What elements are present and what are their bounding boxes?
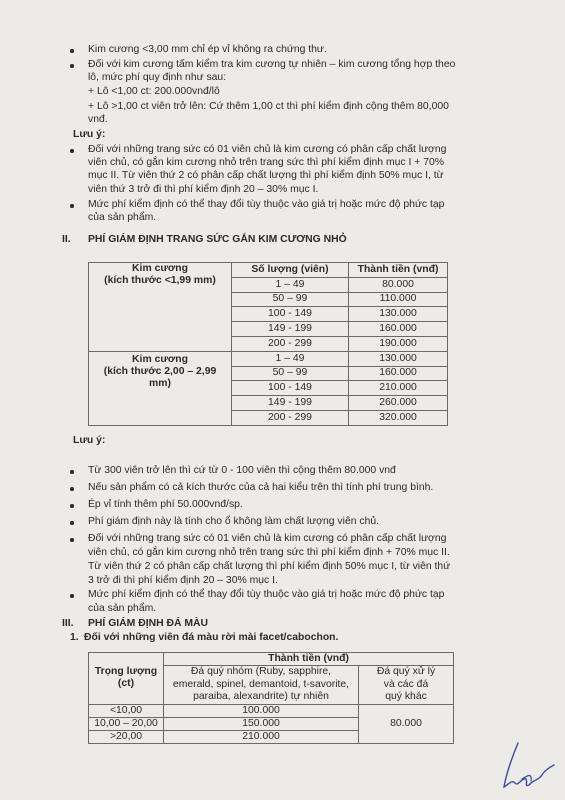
column-header [359, 666, 454, 705]
table-cell: 50 – 99 [232, 292, 349, 307]
bullet [70, 538, 74, 542]
table-cell: 210.000 [164, 730, 359, 743]
table-cell: 130.000 [349, 351, 448, 366]
group-label-line: (kích thước 2,00 – 2,99 [103, 365, 217, 377]
group-header: Thành tiền (vnđ) [164, 653, 454, 666]
signature-stroke [504, 743, 554, 787]
table-cell: 1 – 49 [232, 351, 349, 366]
header-line: và các đá [383, 678, 429, 690]
table-cell: 260.000 [349, 396, 448, 411]
table-cell: 110.000 [349, 292, 448, 307]
text-line: Đối với những trang sức có 01 viên chủ là kim cương có phân cấp chất lượng [88, 533, 447, 544]
text-line: viên chủ, có gắn kim cương nhỏ trên trang sức thì phí kiểm định + 70% mục II. [88, 547, 450, 558]
note-label: Lưu ý: [73, 129, 106, 140]
table-cell: 149 - 199 [232, 396, 349, 411]
table-cell: 200 - 299 [232, 336, 349, 351]
column-header: Thành tiền (vnđ) [349, 263, 448, 278]
bullet [70, 149, 74, 153]
table-cell: >20,00 [89, 730, 164, 743]
text-line: Từ viên thứ 2 có phân cấp chất lượng thì phí kiểm định 50% mục I, từ viên thứ [88, 561, 451, 572]
group-label-line: mm) [149, 377, 171, 389]
size-group-cell [89, 351, 232, 425]
note-label: Lưu ý: [73, 435, 106, 446]
bullet [70, 49, 74, 53]
column-header: Số lượng (viên) [232, 263, 349, 278]
text-line: viên chủ, có gắn kim cương nhỏ trên trang sức thì phí kiểm định mục I + 70% [88, 157, 445, 168]
table-cell: <10,00 [89, 704, 164, 717]
text-line: Phí giám định này là tính cho ổ không làm chất lượng viên chủ. [88, 516, 380, 527]
section-number: II. [62, 234, 71, 245]
group-label-line: Kim cương [132, 353, 188, 365]
section-number: III. [62, 618, 74, 629]
header-line: Trọng lượng [94, 666, 158, 678]
table-cell: 100 - 149 [232, 381, 349, 396]
table-cell: 80.000 [349, 277, 448, 292]
text-line: Đối với những trang sức có 01 viên chủ là kim cương có phân cấp chất lượng [88, 144, 447, 155]
text-line: mục II. Từ viên thứ 2 có phân cấp chất lượng thì phí kiểm định 50% mục I, từ [88, 170, 444, 181]
subsection-title: Đối với những viên đá màu rời mài facet/cabochon. [84, 632, 339, 643]
bullet [70, 64, 74, 68]
text-line: Ép vỉ tính thêm phí 50.000vnđ/sp. [88, 499, 243, 510]
text-line: Kim cương <3,00 mm chỉ ép vỉ không ra chứng thư. [88, 44, 327, 55]
text-line: lô, mức phí quy định như sau: [88, 72, 227, 83]
header-line: Đá quý xử lý [376, 666, 436, 677]
text-line: Đối với kim cương tấm kiểm tra kim cương tự nhiên – kim cương tổng hợp theo [88, 59, 456, 70]
size-group-cell [89, 263, 232, 352]
table-cell: 210.000 [349, 381, 448, 396]
bullet [70, 594, 74, 598]
table-cell: 10,00 – 20,00 [89, 717, 164, 730]
text-line: + Lô <1,00 ct: 200.000vnđ/lô [88, 86, 220, 97]
table-cell: 130.000 [349, 307, 448, 322]
bullet [70, 504, 74, 508]
group-label-line: (kích thước <1,99 mm) [104, 275, 216, 286]
table-cell: 200 - 299 [232, 410, 349, 425]
table-cell: 100 - 149 [232, 307, 349, 322]
text-line: Mức phí kiểm định có thể thay đổi tùy thuộc vào giá trị hoặc mức độ phức tạp [88, 589, 445, 600]
header-line: Đá quý nhóm (Ruby, sapphire, [190, 666, 332, 677]
bullet [70, 487, 74, 491]
table-row [89, 704, 454, 717]
table-cell: 160.000 [349, 322, 448, 337]
text-line: viên thứ 3 trở đi thì phí kiểm định 20 – 30% mục I. [88, 184, 319, 195]
text-line: của sản phẩm. [88, 212, 157, 223]
header-line: quý khác [385, 691, 427, 702]
text-line: Nếu sản phẩm có cả kích thước của cả hai kiểu trên thì tính phí trung bình. [88, 482, 434, 493]
text-line: 3 trở đi thì phí kiểm định 20 – 30% mục I. [88, 575, 278, 586]
text-line: + Lô >1,00 ct viên trở lên: Cứ thêm 1,00 ct thì phí kiểm định cộng thêm 80,000 [88, 101, 449, 112]
header-line: paraiba, alexandrite) tự nhiên [193, 691, 329, 702]
colored-stone-fee-table [88, 652, 454, 744]
text-line: Từ 300 viên trở lên thì cứ từ 0 - 100 viên thì cộng thêm 80.000 vnđ [88, 465, 396, 476]
header-line: (ct) [117, 678, 135, 690]
table-cell: 1 – 49 [232, 277, 349, 292]
signature-mark [498, 735, 558, 795]
subsection-number: 1. [70, 632, 79, 643]
table-row [89, 351, 448, 366]
weight-header [89, 653, 164, 705]
header-line: emerald, spinel, demantoid, t-savorite, [172, 678, 350, 690]
table-cell: 50 – 99 [232, 366, 349, 381]
column-header [164, 666, 359, 705]
text-line: vnđ. [88, 114, 108, 125]
table-cell: 150.000 [164, 717, 359, 730]
group-label-line: Kim cương [132, 263, 188, 274]
table-cell: 160.000 [349, 366, 448, 381]
table-cell: 320.000 [349, 410, 448, 425]
small-diamond-fee-table [88, 262, 448, 426]
text-line: Mức phí kiểm định có thể thay đổi tùy thuộc vào giá trị hoặc mức độ phức tạp [88, 199, 445, 210]
other-stones-value: 80.000 [359, 704, 454, 743]
bullet [70, 204, 74, 208]
bullet [70, 470, 74, 474]
section-title: PHÍ GIÁM ĐỊNH TRANG SỨC GẮN KIM CƯƠNG NHỎ [88, 234, 347, 245]
table-cell: 100.000 [164, 704, 359, 717]
table-cell: 149 - 199 [232, 322, 349, 337]
bullet [70, 521, 74, 525]
text-line: của sản phẩm. [88, 603, 157, 614]
section-title: PHÍ GIÁM ĐỊNH ĐÁ MÀU [88, 618, 209, 629]
table-cell: 190.000 [349, 336, 448, 351]
